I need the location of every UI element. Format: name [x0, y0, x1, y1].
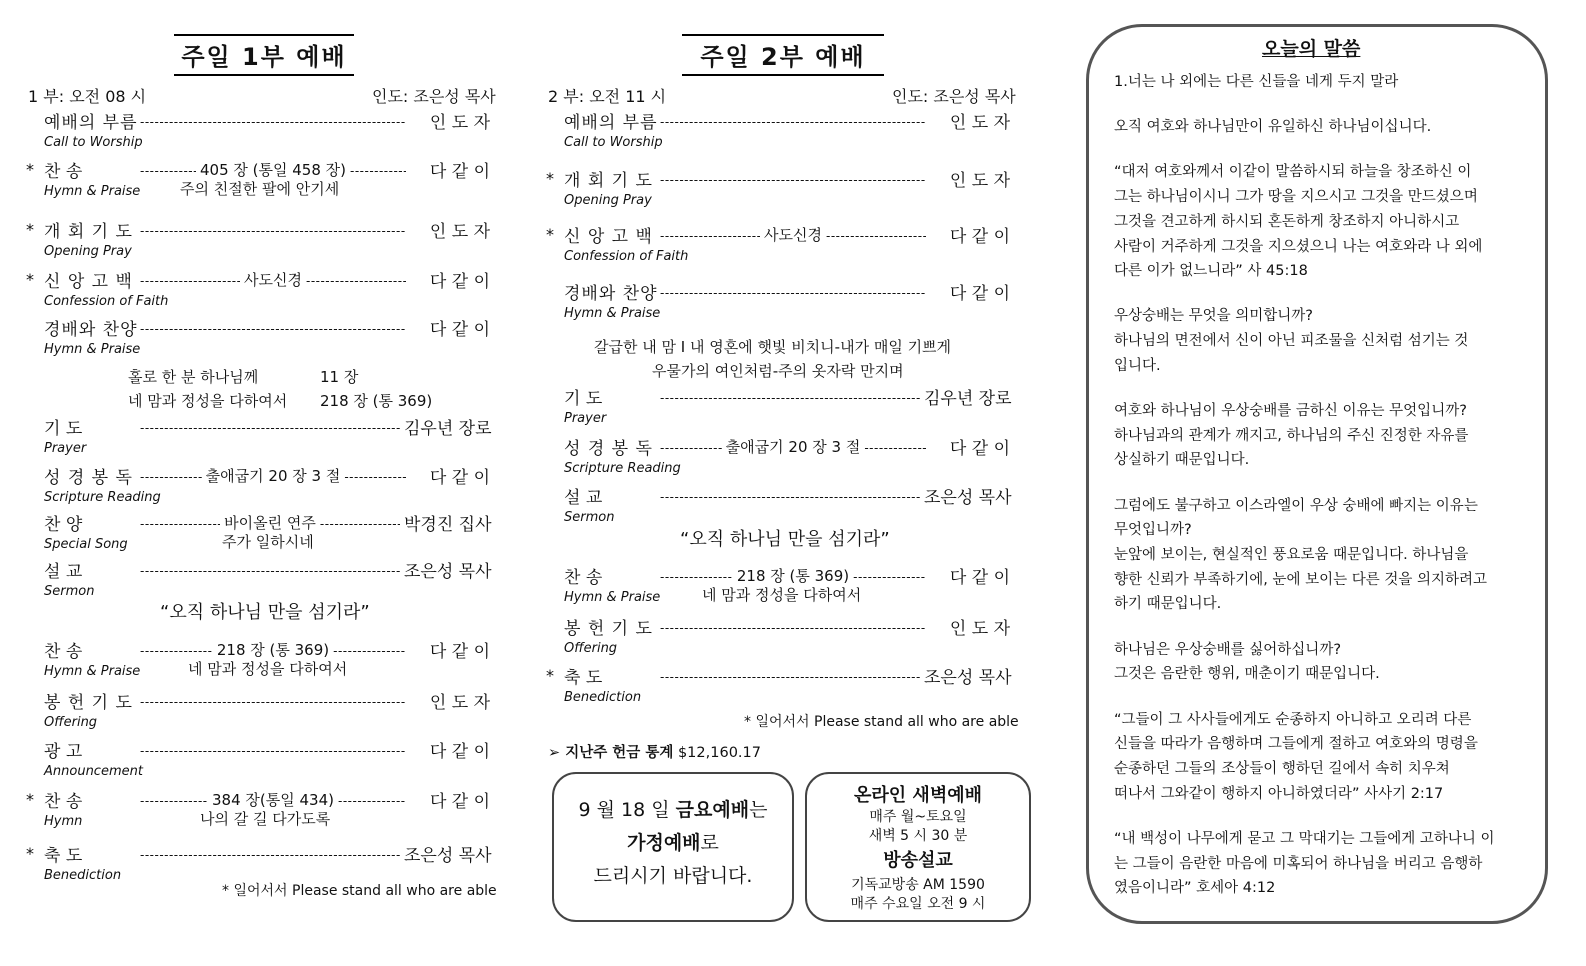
- service1-title: 주일 1부 예배: [174, 34, 354, 76]
- order-item-detail: 출애굽기 20 장 3 절: [725, 438, 861, 456]
- service1-order-item: [26, 217, 490, 242]
- praise-song-2-name: 네 맘과 정성을 다하여서: [128, 392, 288, 410]
- order-item-performer: 조은성 목사: [924, 668, 1012, 688]
- order-item-performer: 박경진 집사: [404, 515, 492, 535]
- service2-order-item: [564, 108, 1010, 133]
- todays-word-line: 떠나서 그와같이 행하지 아니하였더라” 사사기 2:17: [1114, 785, 1444, 802]
- order-item-label: 성 경 봉 독: [44, 468, 133, 488]
- leader-dots: [660, 111, 926, 131]
- service2-sermon-title: “오직 하나님 만을 섬기라”: [680, 529, 890, 550]
- leader-dots: [140, 220, 406, 240]
- leader-dots: [826, 225, 926, 245]
- order-item-performer: 다 같 이: [429, 742, 490, 762]
- service2-leader: 인도: 조은성 목사: [892, 87, 1016, 106]
- stand-marker: *: [546, 169, 554, 188]
- order-item-label: 광 고: [44, 742, 83, 762]
- todays-word-line: 순종하던 그들의 조상들이 행하던 길에서 속히 치우쳐: [1114, 760, 1450, 777]
- service2-title: 주일 2부 예배: [682, 34, 884, 76]
- leader-dots: [320, 513, 400, 533]
- order-item-english: Prayer: [564, 411, 607, 426]
- order-item-label: 설 교: [564, 488, 603, 508]
- todays-word-line: “그들이 그 사사들에게도 순종하지 아니하고 오리려 다른: [1114, 711, 1472, 728]
- order-item-label: 봉 헌 기 도: [44, 693, 133, 713]
- order-item-performer: 다 같 이: [949, 227, 1010, 247]
- order-item-label: 찬 송: [44, 792, 83, 812]
- service1-order-item: [44, 737, 490, 762]
- order-item-english: Announcement: [44, 764, 143, 779]
- order-item-performer: 다 같 이: [429, 468, 490, 488]
- leader-dots: [853, 566, 926, 586]
- leader-dots: [140, 270, 240, 290]
- friday-notice-home-worship: 가정예배: [627, 832, 701, 854]
- leader-dots: [660, 617, 926, 637]
- order-item-detail: 405 장 (통일 458 장): [200, 161, 346, 179]
- order-item-detail: 218 장 (통 369): [216, 641, 330, 659]
- service1-order-item: [44, 688, 490, 713]
- order-item-label: 예배의 부름: [44, 113, 138, 133]
- leader-dots: [660, 225, 760, 245]
- stand-marker: *: [26, 160, 34, 179]
- todays-word-line: 사람이 거주하게 그것을 지으셨으니 나는 여호와라 나 외에: [1114, 238, 1483, 255]
- order-item-performer: 김우년 장로: [404, 419, 492, 439]
- todays-word-line: “내 백성이 나무에게 묻고 그 막대기는 그들에게 고하나니 이: [1114, 830, 1495, 847]
- order-item-performer: 다 같 이: [429, 792, 491, 812]
- service1-order-item: [44, 108, 490, 133]
- order-item-performer: 조은성 목사: [924, 488, 1012, 508]
- todays-word-line: 상실하기 때문입니다.: [1114, 452, 1250, 469]
- leader-dots: [660, 437, 722, 457]
- friday-notice-particle-2: 로: [700, 832, 719, 854]
- praise-song-1-name: 홀로 한 분 하나님께: [128, 368, 259, 386]
- order-item-detail: 218 장 (통 369): [736, 567, 850, 585]
- leader-dots: [140, 160, 196, 180]
- order-item-label: 신 앙 고 백: [44, 272, 133, 292]
- leader-dots: [660, 169, 926, 189]
- praise-medley-line-2: 우물가의 여인처럼-주의 옷자락 만지며: [652, 362, 904, 380]
- service1-order-item: [26, 267, 490, 292]
- order-item-english: Prayer: [44, 441, 87, 456]
- service2-order-item: [564, 483, 1010, 508]
- todays-word-line: 하나님과의 관계가 깨지고, 하나님의 주신 진정한 자유를: [1114, 427, 1469, 444]
- leader-dots: [660, 486, 920, 506]
- stand-marker: *: [546, 666, 554, 685]
- service2-order-item: [564, 434, 1010, 459]
- order-item-english: Hymn & Praise: [564, 306, 661, 321]
- friday-service-notice: [552, 772, 794, 922]
- order-item-label: 설 교: [44, 562, 83, 582]
- order-item-detail: 사도신경: [244, 271, 302, 289]
- stand-marker: *: [26, 844, 34, 863]
- order-item-performer: 인 도 자: [429, 222, 490, 242]
- service2-order-item: [564, 614, 1010, 639]
- friday-notice-service: 금요예배: [675, 799, 750, 821]
- todays-word-line: “대저 여호와께서 이같이 말씀하시되 하늘을 창조하신 이: [1114, 164, 1472, 181]
- stand-marker: *: [26, 220, 34, 239]
- leader-dots: [140, 560, 400, 580]
- order-item-english: Opening Pray: [44, 244, 132, 259]
- broadcast-title: 방송설교: [883, 850, 953, 871]
- leader-dots: [350, 160, 406, 180]
- todays-word-line: 였음이니라” 호세아 4:12: [1114, 880, 1276, 897]
- order-item-label: 기 도: [44, 419, 83, 439]
- broadcast-time: 매주 수요일 오전 9 시: [850, 896, 986, 912]
- order-item-english: Special Song: [44, 537, 128, 552]
- leader-dots: [660, 282, 926, 302]
- leader-dots: [140, 111, 406, 131]
- order-item-english: Confession of Faith: [44, 294, 169, 309]
- service2-time: 2 부: 오전 11 시: [548, 87, 667, 106]
- order-item-english: Offering: [564, 641, 618, 656]
- order-item-performer: 인 도 자: [429, 693, 490, 713]
- todays-word-line: 오직 여호와 하나님만이 유일하신 하나님이십니다.: [1114, 119, 1432, 136]
- todays-word-line: 향한 신뢰가 부족하기에, 눈에 보이는 다른 것을 의지하려고: [1114, 571, 1488, 588]
- todays-word-line: 신들을 따라가 음행하며 그들에게 절하고 여호와의 명령을: [1114, 736, 1478, 753]
- order-item-english: Hymn & Praise: [44, 184, 141, 199]
- order-item-label: 찬 송: [44, 642, 83, 662]
- order-item-label: 찬 송: [564, 568, 603, 588]
- order-item-english: Call to Worship: [44, 135, 143, 150]
- todays-word-line: 눈앞에 보이는, 현실적인 풍요로움 때문입니다. 하나님을: [1114, 547, 1469, 563]
- online-dawn-time: 새벽 5 시 30 분: [868, 828, 968, 844]
- order-item-performer: 다 같 이: [949, 284, 1010, 304]
- hymn-title: 주가 일하시네: [222, 533, 314, 551]
- hymn-title: 네 맘과 정성을 다하여서: [188, 660, 348, 678]
- order-item-performer: 다 같 이: [429, 272, 490, 292]
- service1-order-item: [26, 841, 492, 866]
- order-item-performer: 다 같 이: [949, 568, 1010, 588]
- leader-dots: [140, 844, 400, 864]
- praise-song-1-number: 11 장: [320, 368, 359, 386]
- friday-notice-date: 9 월 18 일: [578, 799, 676, 821]
- order-item-english: Call to Worship: [564, 135, 663, 150]
- leader-dots: [140, 640, 213, 660]
- todays-word-line: 그것을 견고하게 하시되 혼돈하게 창조하지 아니하시고: [1114, 213, 1460, 230]
- order-item-detail: 바이올린 연주: [224, 514, 316, 532]
- hymn-title: 나의 갈 길 다가도록: [200, 810, 331, 828]
- todays-word-line: 그럼에도 불구하고 이스라엘이 우상 숭배에 빠지는 이유는: [1114, 497, 1478, 514]
- leader-dots: [338, 790, 406, 810]
- service1-sermon-title: “오직 하나님 만을 섬기라”: [160, 602, 370, 623]
- service2-order-item: [564, 279, 1010, 304]
- order-item-performer: 다 같 이: [949, 439, 1010, 459]
- order-item-english: Benediction: [44, 868, 122, 883]
- order-item-english: Scripture Reading: [564, 461, 681, 476]
- offering-stats-amount: $12,160.17: [677, 745, 761, 761]
- leader-dots: [660, 566, 733, 586]
- order-item-label: 경배와 찬양: [564, 284, 658, 304]
- order-item-label: 봉 헌 기 도: [564, 619, 653, 639]
- todays-word-line: 그것은 음란한 행위, 매춘이기 때문입니다.: [1114, 666, 1380, 683]
- stand-marker: *: [26, 270, 34, 289]
- order-item-performer: 조은성 목사: [404, 846, 492, 866]
- order-item-performer: 김우년 장로: [924, 389, 1012, 409]
- order-item-performer: 다 같 이: [429, 642, 490, 662]
- leader-dots: [660, 387, 920, 407]
- leader-dots: [333, 640, 406, 660]
- todays-word-line: 하기 때문입니다.: [1114, 596, 1222, 613]
- leader-dots: [660, 666, 920, 686]
- service2-order-item: [546, 222, 1010, 247]
- service1-order-item: [44, 557, 490, 582]
- leader-dots: [140, 740, 406, 760]
- order-item-english: Scripture Reading: [44, 490, 161, 505]
- order-item-performer: 다 같 이: [429, 162, 490, 182]
- order-item-performer: 인 도 자: [949, 171, 1010, 191]
- offering-stats-label: ➢ 지난주 헌금 통계: [548, 745, 674, 761]
- order-item-english: Hymn & Praise: [564, 590, 661, 605]
- service1-order-item: [44, 414, 490, 439]
- todays-word-line: 는 그들이 음란한 마음에 미혹되어 하나님을 버리고 음행하: [1114, 855, 1483, 872]
- order-item-english: Offering: [44, 715, 98, 730]
- order-item-label: 찬 양: [44, 515, 83, 535]
- order-item-english: Hymn: [44, 814, 83, 829]
- order-item-detail: 384 장(통일 434): [212, 791, 334, 809]
- service1-order-item: [44, 463, 490, 488]
- order-item-label: 신 앙 고 백: [564, 227, 653, 247]
- leader-dots: [140, 318, 406, 338]
- service1-order-item: [44, 315, 490, 340]
- leader-dots: [140, 691, 406, 711]
- leader-dots: [864, 437, 926, 457]
- leader-dots: [140, 466, 202, 486]
- leader-dots: [306, 270, 406, 290]
- todays-word-line: 우상숭배는 무엇을 의미합니까?: [1114, 308, 1314, 325]
- hymn-title: 주의 친절한 팔에 안기세: [180, 180, 340, 198]
- todays-word-line: 1.너는 나 외에는 다른 신들을 네게 두지 말라: [1114, 74, 1399, 90]
- leader-dots: [140, 417, 400, 437]
- order-item-label: 축 도: [564, 668, 603, 688]
- order-item-performer: 조은성 목사: [404, 562, 492, 582]
- order-item-english: Sermon: [44, 584, 95, 599]
- praise-song-2-number: 218 장 (통 369): [320, 392, 433, 410]
- leader-dots: [140, 790, 208, 810]
- order-item-performer: 인 도 자: [949, 113, 1010, 133]
- friday-notice-closing: 드리시기 바랍니다.: [593, 865, 753, 887]
- friday-notice-particle: 는: [749, 799, 768, 821]
- order-item-detail: 출애굽기 20 장 3 절: [205, 467, 341, 485]
- todays-word-line: 그는 하나님이시니 그가 땅을 지으시고 그것을 만드셨으며: [1114, 189, 1478, 206]
- order-item-label: 기 도: [564, 389, 603, 409]
- order-item-label: 성 경 봉 독: [564, 439, 653, 459]
- order-item-label: 찬 송: [44, 162, 83, 182]
- order-item-detail: 사도신경: [764, 226, 822, 244]
- todays-word-line: 여호와 하나님이 우상숭배를 금하신 이유는 무엇입니까?: [1114, 403, 1467, 419]
- service1-stand-note: * 일어서서 Please stand all who are able: [222, 883, 497, 899]
- order-item-english: Sermon: [564, 510, 615, 525]
- offering-stats: [548, 741, 761, 762]
- praise-medley-line-1: 갈급한 내 맘 I 내 영혼에 햇빛 비치니-내가 매일 기쁘게: [594, 338, 952, 356]
- service1-time: 1 부: 오전 08 시: [28, 87, 147, 106]
- leader-dots: [140, 513, 220, 533]
- order-item-label: 경배와 찬양: [44, 320, 138, 340]
- stand-marker: *: [546, 225, 554, 244]
- online-dawn-days: 매주 월~토요일: [869, 809, 967, 825]
- service2-order-item: [546, 166, 1010, 191]
- stand-marker: *: [26, 790, 34, 809]
- online-dawn-title: 온라인 새벽예배: [854, 785, 982, 806]
- online-service-notice: [805, 772, 1031, 922]
- order-item-english: Hymn & Praise: [44, 342, 141, 357]
- leader-dots: [344, 466, 406, 486]
- order-item-english: Confession of Faith: [564, 249, 689, 264]
- order-item-performer: 다 같 이: [429, 320, 490, 340]
- todays-word-line: 무엇입니까?: [1114, 522, 1192, 539]
- order-item-english: Hymn & Praise: [44, 664, 141, 679]
- order-item-label: 축 도: [44, 846, 83, 866]
- order-item-performer: 인 도 자: [949, 619, 1010, 639]
- order-item-label: 예배의 부름: [564, 113, 658, 133]
- order-item-performer: 인 도 자: [429, 113, 490, 133]
- service1-leader: 인도: 조은성 목사: [372, 87, 496, 106]
- service2-order-item: [546, 663, 1012, 688]
- service2-order-item: [564, 384, 1010, 409]
- hymn-title: 네 맘과 정성을 다하여서: [702, 586, 862, 604]
- todays-word-line: 하나님은 우상숭배를 싫어하십니까?: [1114, 641, 1342, 658]
- order-item-label: 개 회 기 도: [44, 222, 133, 242]
- broadcast-station: 기독교방송 AM 1590: [851, 877, 985, 893]
- todays-word-line: 입니다.: [1114, 357, 1161, 374]
- service2-stand-note: * 일어서서 Please stand all who are able: [744, 714, 1019, 730]
- todays-word-line: 다른 이가 없느니라” 사 45:18: [1114, 263, 1308, 280]
- todays-word-title: 오늘의 말씀: [1262, 38, 1361, 60]
- order-item-english: Opening Pray: [564, 193, 652, 208]
- order-item-label: 개 회 기 도: [564, 171, 653, 191]
- todays-word-line: 하나님의 면전에서 신이 아닌 피조물을 신처럼 섬기는 것: [1114, 333, 1469, 350]
- order-item-english: Benediction: [564, 690, 642, 705]
